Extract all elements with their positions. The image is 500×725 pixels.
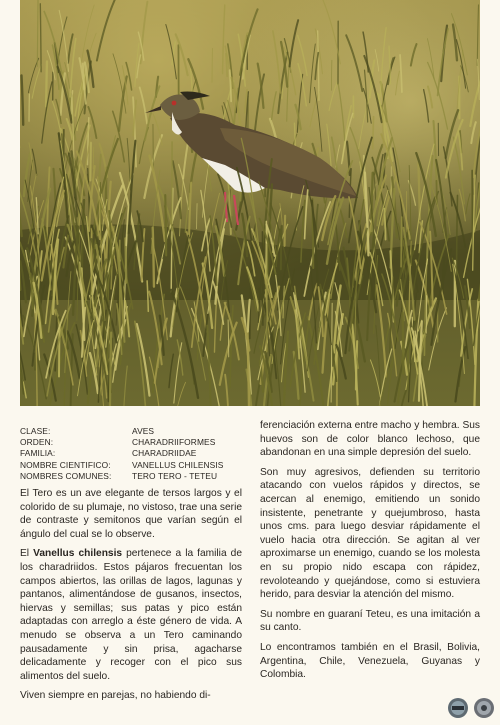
taxonomy-row-orden bbox=[20, 437, 245, 448]
paragraph-pairs: Viven siempre en parejas, no habiendo di- bbox=[20, 689, 242, 703]
taxonomy-value: AVES bbox=[132, 426, 245, 437]
taxonomy-row-nombre-cientifico bbox=[20, 460, 245, 471]
grass-blade bbox=[285, 216, 286, 246]
grass-blade bbox=[401, 217, 402, 267]
grass-blade bbox=[384, 209, 385, 240]
grass-blade bbox=[373, 117, 374, 149]
grass-blade bbox=[40, 4, 41, 72]
taxonomy-value: VANELLUS CHILENSIS bbox=[132, 460, 245, 471]
taxonomy-row-familia bbox=[20, 448, 245, 459]
logo-circle-right bbox=[474, 698, 494, 718]
taxonomy-table bbox=[20, 426, 245, 482]
grass-blade bbox=[90, 143, 91, 181]
paragraph-family-start: El bbox=[20, 548, 33, 559]
grass-blade bbox=[403, 313, 404, 374]
grass-blade bbox=[46, 61, 47, 106]
taxonomy-key: CLASE: bbox=[20, 426, 132, 437]
grass-blade bbox=[294, 123, 295, 149]
grass-blade bbox=[83, 64, 84, 90]
paragraph-intro: El Tero es un ave elegante de tersos largos y el colorido de su plumaje, no vistoso, trae una serie de contraste y semitonos que varían según el ángulo del cual se lo observe. bbox=[20, 487, 242, 541]
scientific-name: Vanellus chilensis bbox=[33, 548, 122, 559]
right-text-column bbox=[260, 419, 480, 688]
bird-photo bbox=[20, 0, 480, 406]
grass-blade bbox=[37, 0, 38, 66]
grass-blade bbox=[165, 195, 166, 255]
paragraph-family bbox=[20, 547, 242, 683]
taxonomy-value: TERO TERO - TETEU bbox=[132, 471, 245, 482]
taxonomy-row-clase bbox=[20, 426, 245, 437]
logo-circle-left bbox=[448, 698, 468, 718]
paragraph-eggs: ferenciación externa entre macho y hembra. Sus huevos son de color blanco lechoso, que abandonan en una simple depresión del suelo. bbox=[260, 419, 480, 460]
grass-blade bbox=[110, 333, 111, 406]
paragraph-behavior: Son muy agresivos, defienden su territorio atacando con vuelos rápidos y directos, se acercan al enemigo, emitiendo un sonido insistente, penetrante y quejumbroso, hasta unos cms. para luego desviar rápidamente el vuelo hacia otra dirección. Se agitan al ver aproximarse un enemigo, cuando se los molesta en su propio nido escapa con rápidez, revoloteando y quejándose, como si estuviera herido, para desviar la atención del mismo. bbox=[260, 466, 480, 602]
corner-logos bbox=[446, 696, 498, 720]
taxonomy-value: CHARADRIIFORMES bbox=[132, 437, 245, 448]
lapwing-in-grass-image bbox=[20, 0, 480, 406]
left-text-column bbox=[20, 487, 242, 709]
taxonomy-key: NOMBRE CIENTIFICO: bbox=[20, 460, 132, 471]
paragraph-family-rest: pertenece a la familia de los charadriidos. Estos pájaros frecuentan los campos abiertos, las orillas de lagos, lagunas y pantanos, alimentándose de gusanos, insectos, hiervas y semillas; sus patas y pico están adaptadas con arreglo a éste género de vida. A menudo se observa a un Tero caminando pausadamente y sin prisa, agacharse delicadamente y recoger con el pico sus alimentos del suelo. bbox=[20, 548, 242, 681]
taxonomy-key: NOMBRES COMUNES: bbox=[20, 471, 132, 482]
taxonomy-value: CHARADRIIDAE bbox=[132, 448, 245, 459]
taxonomy-row-nombres-comunes bbox=[20, 471, 245, 482]
taxonomy-key: FAMILIA: bbox=[20, 448, 132, 459]
grass-blade bbox=[262, 232, 263, 325]
paragraph-range: Lo encontramos también en el Brasil, Bolivia, Argentina, Chile, Venezuela, Guyanas y Colombia. bbox=[260, 641, 480, 682]
taxonomy-key: ORDEN: bbox=[20, 437, 132, 448]
grass-blade bbox=[153, 228, 154, 287]
paragraph-name: Su nombre en guaraní Teteu, es una imitación a su canto. bbox=[260, 608, 480, 635]
grass-blade bbox=[281, 226, 282, 269]
